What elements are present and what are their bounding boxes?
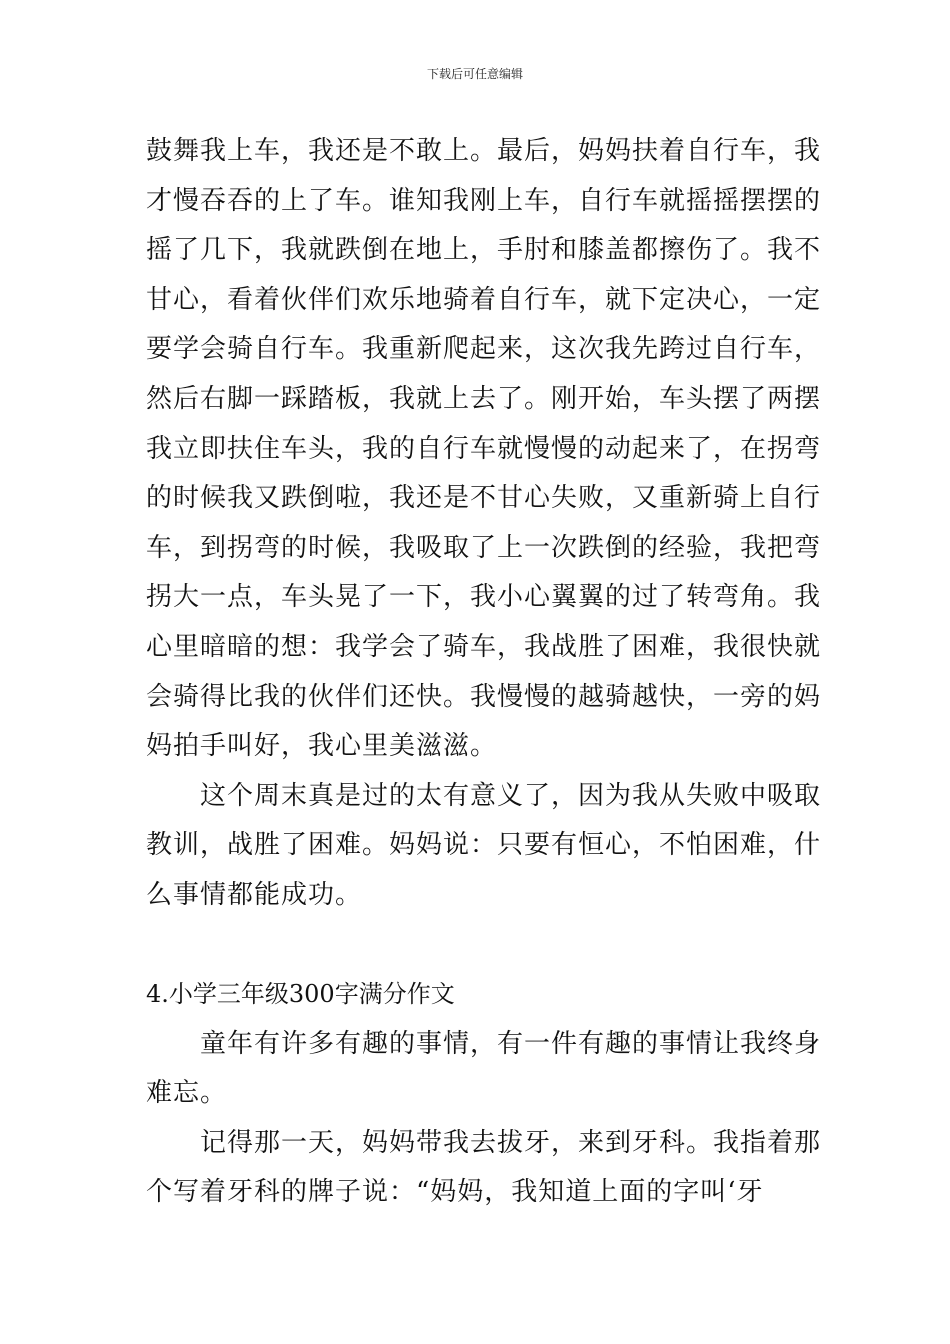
text-line: 记得那一天，妈妈带我去拔牙，来到牙科。我指着那 [200,1127,822,1158]
document-body [146,127,822,1218]
text-line: 教训，战胜了困难。妈妈说：只要有恒心，不怕困难，什 [146,830,822,861]
page-header: 下载后可任意编辑 [426,67,523,81]
text-line: 个写着牙科的牌子说：“妈妈，我知道上面的字叫‘牙 [146,1177,764,1208]
text-line: 我立即扶住车头，我的自行车就慢慢的动起来了，在拐弯 [146,433,822,464]
text-line: 要学会骑自行车。我重新爬起来，这次我先跨过自行车， [146,334,822,365]
text-line: 难忘。 [146,1078,228,1109]
paragraph-dentist [146,1119,822,1218]
text-line: 鼓舞我上车，我还是不敢上。最后，妈妈扶着自行车，我 [146,136,822,166]
text-line: 然后右脚一踩踏板，我就上去了。刚开始，车头摆了两摆 [146,383,822,414]
text-line: 心里暗暗的想：我学会了骑车，我战胜了困难，我很快就 [146,631,822,662]
text-line: 这个周末真是过的太有意义了，因为我从失败中吸取 [200,780,822,811]
text-line: 童年有许多有趣的事情，有一件有趣的事情让我终身 [200,1028,822,1059]
text-line: 车，到拐弯的时候，我吸取了上一次跌倒的经验，我把弯 [146,532,822,563]
section-heading: 4.小学三年级300字满分作文 [146,980,455,1009]
text-line: 妈拍手叫好，我心里美滋滋。 [146,731,498,762]
text-line: 拐大一点，车头晃了一下，我小心翼翼的过了转弯角。我 [146,582,822,613]
paragraph-bike-story [146,127,822,772]
text-line: 才慢吞吞的上了车。谁知我刚上车，自行车就摇摇摆摆的 [146,185,822,216]
text-line: 会骑得比我的伙伴们还快。我慢慢的越骑越快，一旁的妈 [146,681,822,712]
text-line: 么事情都能成功。 [146,879,363,910]
text-line: 摇了几下，我就跌倒在地上，手肘和膝盖都擦伤了。我不 [146,235,822,266]
blank-line [146,921,808,971]
paragraph-intro [146,1020,822,1119]
text-line: 的时候我又跌倒啦，我还是不甘心失败，又重新骑上自行 [146,483,822,514]
text-line: 甘心，看着伙伴们欢乐地骑着自行车，就下定决心，一定 [146,284,822,315]
paragraph-conclusion [146,772,822,921]
